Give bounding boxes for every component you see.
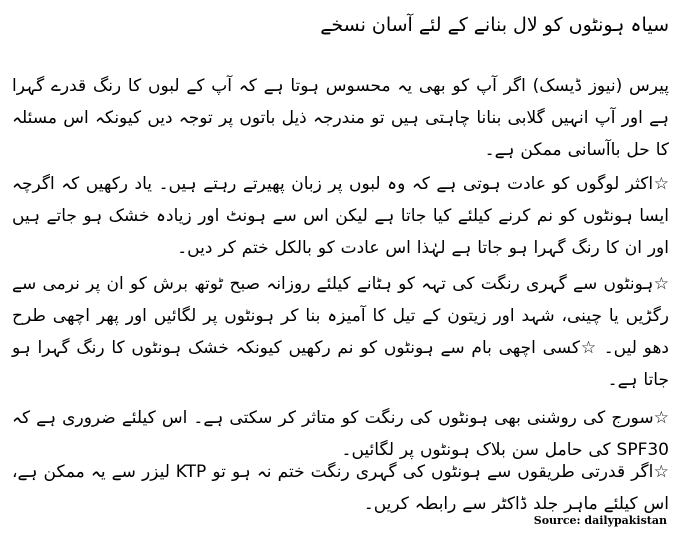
article-paragraph-tip-exfoliate: ☆ہونٹوں سے گہری رنگت کی تہہ کو ہٹانے کیلئے روزانہ صبح ٹوتھ برش کو ان پر نرمی سے رگڑیں یا چینی، شہد اور زیتون کے تیل کا آمیزہ بنا کر ہونٹوں پر لگائیں اور پھر اچھی طرح دھو لیں۔ ☆کسی اچھی بام سے ہونٹوں کو نم رکھیں کیونکہ خشک ہونٹوں کا رنگ گہرا ہو جاتا ہے۔ <box>12 274 669 390</box>
article-title: سیاہ ہونٹوں کو لال بنانے کے لئے آسان نسخے <box>320 14 669 36</box>
article-paragraph-tip-laser: ☆اگر قدرتی طریقوں سے ہونٹوں کی گہری رنگت ختم نہ ہو تو KTP لیزر سے یہ ممکن ہے، اس کیلئے ماہر جلد ڈاکٹر سے رابطہ کریں۔ <box>12 462 670 514</box>
source-credit: Source: dailypakistan <box>533 514 667 527</box>
article-paragraph-tip-sunblock: ☆سورج کی روشنی بھی ہونٹوں کی رنگت کو متاثر کر سکتی ہے۔ اس کیلئے ضروری ہے کہ SPF30 کی حامل سن بلاک ہونٹوں پر لگائیں۔ <box>12 408 669 460</box>
article-paragraph-tip-lip-licking: ☆اکثر لوگوں کو عادت ہوتی ہے کہ وہ لبوں پر زبان پھیرتے رہتے ہیں۔ یاد رکھیں کہ اگرچہ ایسا ہونٹوں کو نم کرنے کیلئے کیا جاتا ہے لیکن اس سے ہونٹ اور زیادہ خشک ہو جاتے ہیں اور ان کا رنگ گہرا ہو جاتا ہے لہٰذا اس عادت کو بالکل ختم کر دیں۔ <box>12 174 669 258</box>
article-paragraph-intro: پیرس (نیوز ڈیسک) اگر آپ کو بھی یہ محسوس ہوتا ہے کہ آپ کے لبوں کا رنگ قدرے گہرا ہے اور آپ انہیں گلابی بنانا چاہتی ہیں تو مندرجہ ذیل باتوں پر توجہ دیں کیونکہ اس مسئلہ کا حل باآسانی ممکن ہے۔ <box>12 76 669 160</box>
